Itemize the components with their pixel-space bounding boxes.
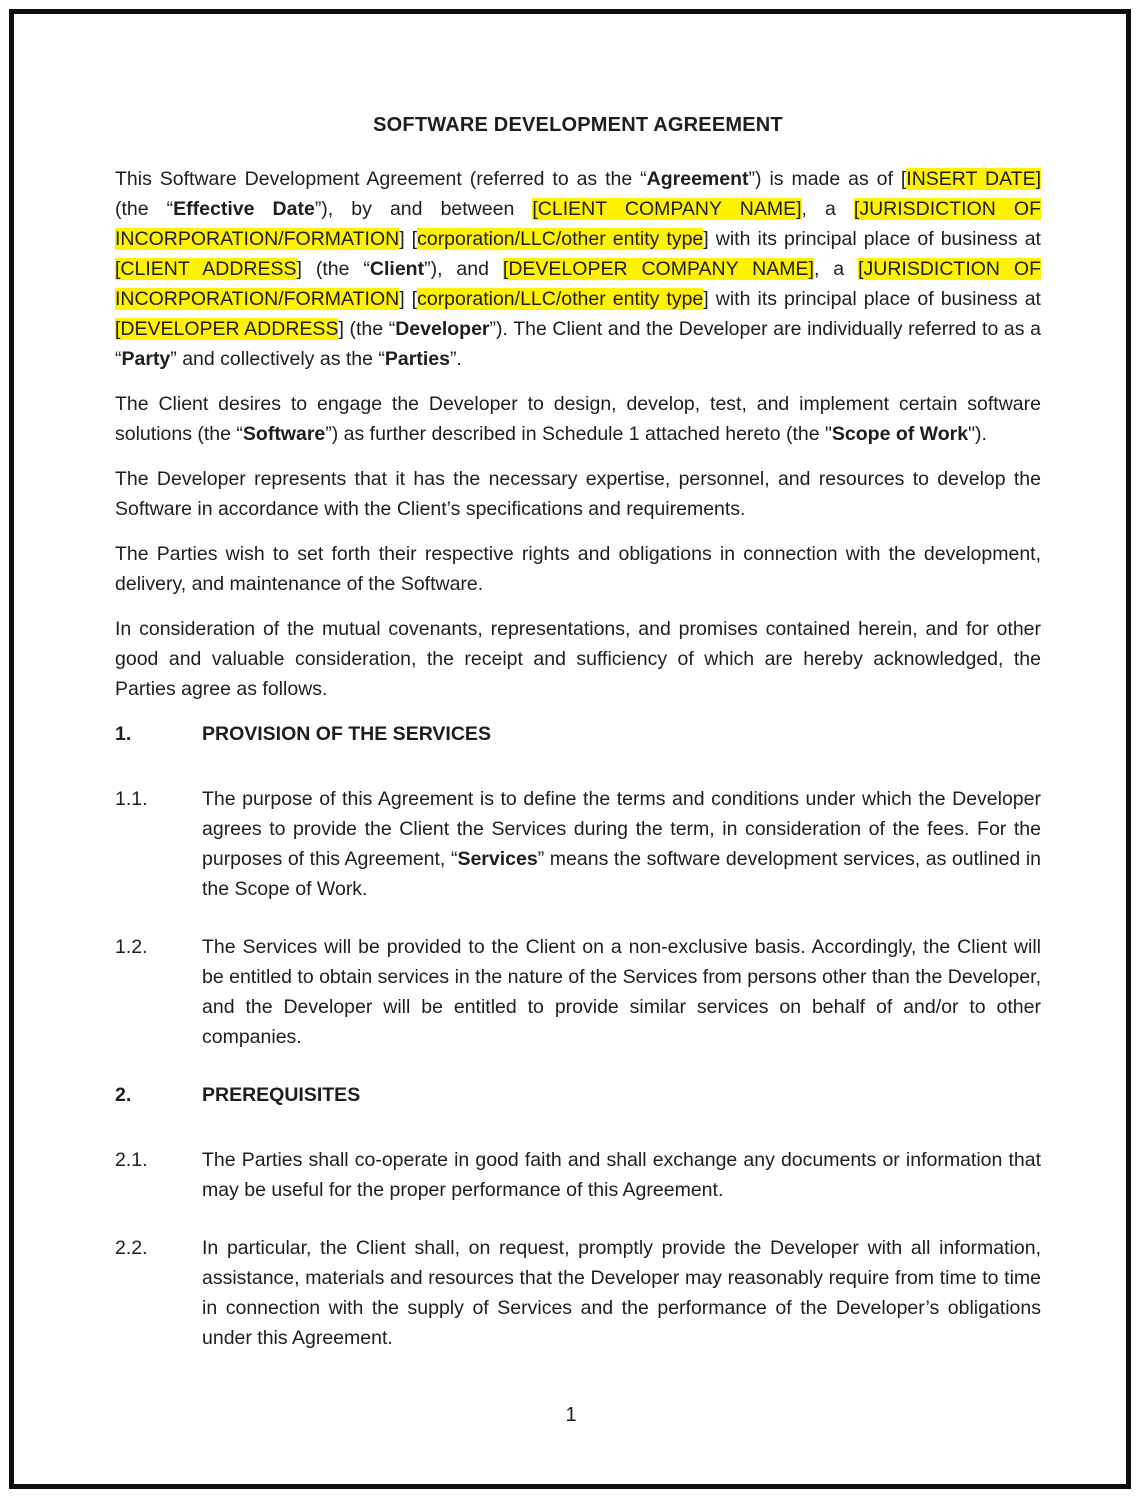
- section-number: 2.: [115, 1084, 132, 1106]
- clause: [115, 1145, 1041, 1205]
- document-title: SOFTWARE DEVELOPMENT AGREEMENT: [373, 114, 783, 136]
- section-heading-text: PROVISION OF THE SERVICES: [202, 723, 491, 745]
- section-heading: [115, 1080, 1041, 1110]
- section-number: 1.: [115, 723, 132, 745]
- page-number: 1: [565, 1404, 577, 1426]
- intro-paragraph: This Software Development Agreement (referred to as the “Agreement”) is made as of [INSERT DATE] (the “Effective Date”), by and between [CLIENT COMPANY NAME], a [JURISDICTION OF INCORPORATION/FORMATION] [corporation/LLC/other entity type] with its principal place of business at [CLIENT ADDRESS] (the “Client”), and [DEVELOPER COMPANY NAME], a [JURISDICTION OF INCORPORATION/FORMATION] [corporation/LLC/other entity type] with its principal place of business at [DEVELOPER ADDRESS] (the “Developer”). The Client and the Developer are individually referred to as a “Party” and collectively as the “Parties”.: [115, 168, 1042, 370]
- clause-number: 2.2.: [115, 1237, 148, 1259]
- clause-text: The Parties shall co-operate in good faith and shall exchange any documents or information that may be useful for the proper performance of this Agreement.: [202, 1149, 1041, 1201]
- clause: [115, 784, 1041, 904]
- clause-number: 1.2.: [115, 936, 148, 958]
- intro-paragraph: The Parties wish to set forth their respective rights and obligations in connection with the development, delivery, and maintenance of the Software.: [115, 543, 1041, 595]
- clause-text: The Services will be provided to the Client on a non-exclusive basis. Accordingly, the Client will be entitled to obtain services in the nature of the Services from persons other than the Developer, and the Developer will be entitled to provide similar services on behalf of and/or to other companies.: [202, 936, 1041, 1048]
- clause-number: 2.1.: [115, 1149, 148, 1171]
- clause: [115, 1233, 1041, 1353]
- intro-paragraph: The Client desires to engage the Developer to design, develop, test, and implement certain software solutions (the “Software”) as further described in Schedule 1 attached hereto (the "Scope of Work").: [115, 393, 1041, 445]
- clause-text: In particular, the Client shall, on request, promptly provide the Developer with all information, assistance, materials and resources that the Developer may reasonably require from time to time in connection with the supply of Services and the performance of the Developer’s obligations under this Agreement.: [202, 1237, 1041, 1349]
- clause: [115, 932, 1041, 1052]
- intro-paragraph: The Developer represents that it has the necessary expertise, personnel, and resources to develop the Software in accordance with the Client’s specifications and requirements.: [115, 468, 1041, 520]
- section-heading: [115, 719, 1041, 749]
- section-heading-text: PREREQUISITES: [202, 1084, 361, 1106]
- clause-number: 1.1.: [115, 788, 148, 810]
- clause-text: The purpose of this Agreement is to define the terms and conditions under which the Developer agrees to provide the Client the Services during the term, in consideration of the fees. For the purposes of this Agreement, “Services” means the software development services, as outlined in the Scope of Work.: [202, 788, 1042, 900]
- intro-paragraph: In consideration of the mutual covenants, representations, and promises contained herein, and for other good and valuable consideration, the receipt and sufficiency of which are hereby acknowledged, the Parties agree as follows.: [115, 618, 1041, 700]
